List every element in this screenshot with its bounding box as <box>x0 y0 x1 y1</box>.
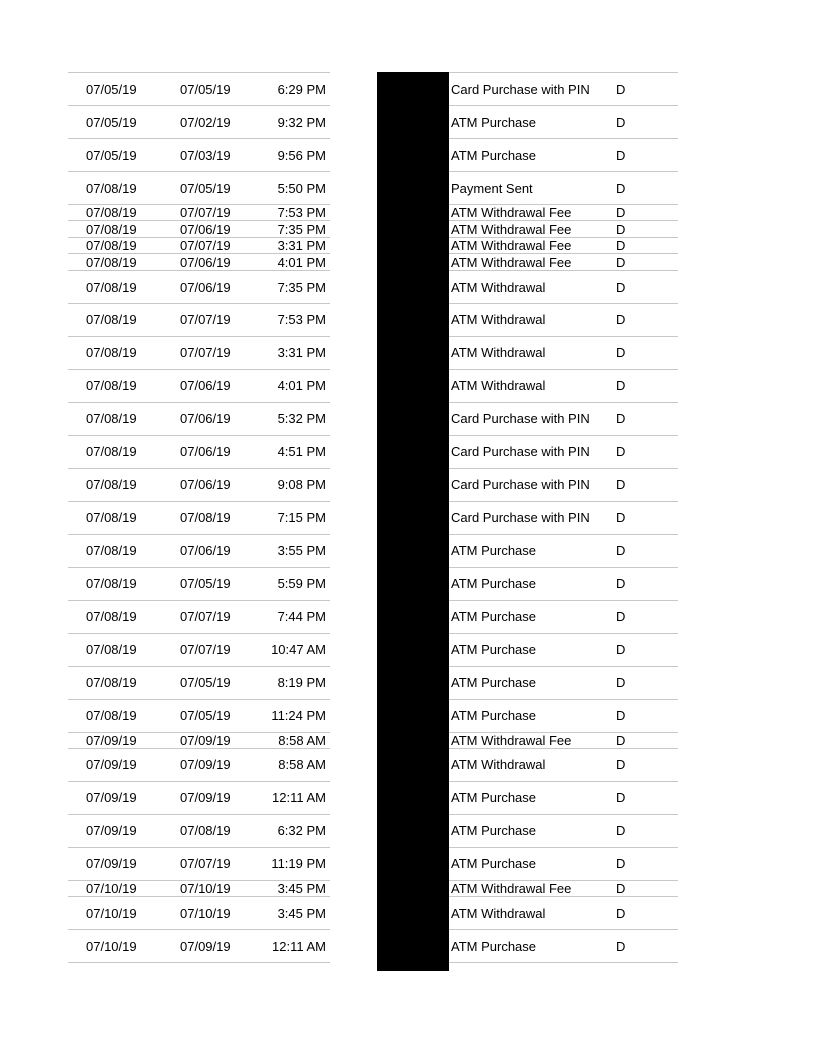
posted-date-cell: 07/08/19 <box>86 477 137 492</box>
description-cell: ATM Purchase <box>451 856 537 871</box>
row-divider <box>449 369 678 370</box>
posted-date-cell: 07/08/19 <box>86 280 137 295</box>
description-cell: ATM Purchase <box>451 790 537 805</box>
posted-date-cell: 07/05/19 <box>86 82 137 97</box>
row-divider <box>68 72 330 73</box>
description-cell: ATM Purchase <box>451 576 537 591</box>
posted-date-cell: 07/08/19 <box>86 609 137 624</box>
row-divider <box>449 929 678 930</box>
description-cell: ATM Purchase <box>451 115 537 130</box>
debit-credit-cell: D <box>616 510 626 525</box>
description-cell: ATM Purchase <box>451 823 537 838</box>
posted-date-cell: 07/08/19 <box>86 675 137 690</box>
row-divider <box>449 402 678 403</box>
row-divider <box>68 666 330 667</box>
row-divider <box>449 303 678 304</box>
debit-credit-cell: D <box>616 345 626 360</box>
posted-date-cell: 07/05/19 <box>86 115 137 130</box>
posted-date-cell: 07/10/19 <box>86 906 137 921</box>
transaction-date-cell: 07/10/19 <box>180 906 231 921</box>
posted-date-cell: 07/10/19 <box>86 881 137 896</box>
time-cell: 7:53 PM <box>277 205 326 220</box>
description-cell: ATM Withdrawal <box>451 378 546 393</box>
row-divider <box>449 501 678 502</box>
transaction-date-cell: 07/05/19 <box>180 675 231 690</box>
debit-credit-cell: D <box>616 790 626 805</box>
transaction-date-cell: 07/07/19 <box>180 312 231 327</box>
posted-date-cell: 07/08/19 <box>86 312 137 327</box>
description-cell: Card Purchase with PIN <box>451 477 590 492</box>
description-cell: ATM Withdrawal <box>451 312 546 327</box>
transaction-date-cell: 07/05/19 <box>180 82 231 97</box>
time-cell: 3:31 PM <box>277 345 326 360</box>
description-cell: ATM Purchase <box>451 642 537 657</box>
time-cell: 9:32 PM <box>277 115 326 130</box>
posted-date-cell: 07/08/19 <box>86 642 137 657</box>
description-cell: ATM Withdrawal Fee <box>451 881 572 896</box>
time-cell: 8:58 AM <box>278 733 326 748</box>
posted-date-cell: 07/08/19 <box>86 576 137 591</box>
row-divider <box>68 534 330 535</box>
row-divider <box>449 171 678 172</box>
description-cell: ATM Withdrawal Fee <box>451 205 572 220</box>
row-divider <box>449 814 678 815</box>
time-cell: 3:45 PM <box>277 906 326 921</box>
description-cell: Card Purchase with PIN <box>451 444 590 459</box>
transaction-date-cell: 07/09/19 <box>180 790 231 805</box>
time-cell: 11:24 PM <box>271 708 326 723</box>
time-cell: 9:56 PM <box>277 148 326 163</box>
description-cell: ATM Withdrawal <box>451 906 546 921</box>
debit-credit-cell: D <box>616 312 626 327</box>
transaction-date-cell: 07/03/19 <box>180 148 231 163</box>
description-cell: Payment Sent <box>451 181 533 196</box>
posted-date-cell: 07/08/19 <box>86 510 137 525</box>
row-divider <box>68 781 330 782</box>
row-divider <box>68 633 330 634</box>
row-divider <box>68 369 330 370</box>
time-cell: 3:31 PM <box>277 238 326 253</box>
transaction-date-cell: 07/06/19 <box>180 444 231 459</box>
transaction-date-cell: 07/07/19 <box>180 856 231 871</box>
posted-date-cell: 07/08/19 <box>86 205 137 220</box>
posted-date-cell: 07/09/19 <box>86 823 137 838</box>
time-cell: 7:35 PM <box>277 222 326 237</box>
time-cell: 10:47 AM <box>271 642 326 657</box>
row-divider <box>68 501 330 502</box>
description-cell: ATM Purchase <box>451 939 537 954</box>
transaction-date-cell: 07/07/19 <box>180 205 231 220</box>
time-cell: 7:35 PM <box>277 280 326 295</box>
time-cell: 12:11 AM <box>272 939 326 954</box>
posted-date-cell: 07/08/19 <box>86 255 137 270</box>
time-cell: 8:58 AM <box>278 757 326 772</box>
debit-credit-cell: D <box>616 238 626 253</box>
row-divider <box>68 847 330 848</box>
transaction-date-cell: 07/09/19 <box>180 733 231 748</box>
time-cell: 6:32 PM <box>277 823 326 838</box>
row-divider <box>449 435 678 436</box>
posted-date-cell: 07/05/19 <box>86 148 137 163</box>
time-cell: 6:29 PM <box>277 82 326 97</box>
row-divider <box>68 105 330 106</box>
row-divider <box>68 336 330 337</box>
posted-date-cell: 07/09/19 <box>86 757 137 772</box>
row-divider <box>449 962 678 963</box>
description-cell: Card Purchase with PIN <box>451 510 590 525</box>
description-cell: ATM Purchase <box>451 543 537 558</box>
row-divider <box>449 534 678 535</box>
debit-credit-cell: D <box>616 708 626 723</box>
debit-credit-cell: D <box>616 411 626 426</box>
row-divider <box>449 699 678 700</box>
row-divider <box>68 600 330 601</box>
debit-credit-cell: D <box>616 82 626 97</box>
description-cell: ATM Purchase <box>451 675 537 690</box>
time-cell: 11:19 PM <box>271 856 326 871</box>
posted-date-cell: 07/08/19 <box>86 181 137 196</box>
posted-date-cell: 07/08/19 <box>86 411 137 426</box>
description-cell: ATM Purchase <box>451 148 537 163</box>
description-cell: ATM Withdrawal <box>451 280 546 295</box>
time-cell: 7:53 PM <box>277 312 326 327</box>
row-divider <box>449 600 678 601</box>
posted-date-cell: 07/08/19 <box>86 543 137 558</box>
row-divider <box>449 336 678 337</box>
description-cell: ATM Withdrawal <box>451 757 546 772</box>
row-divider <box>449 138 678 139</box>
transaction-date-cell: 07/10/19 <box>180 881 231 896</box>
description-cell: ATM Purchase <box>451 609 537 624</box>
row-divider <box>68 303 330 304</box>
posted-date-cell: 07/09/19 <box>86 856 137 871</box>
debit-credit-cell: D <box>616 881 626 896</box>
description-cell: ATM Withdrawal Fee <box>451 238 572 253</box>
debit-credit-cell: D <box>616 477 626 492</box>
time-cell: 7:44 PM <box>277 609 326 624</box>
time-cell: 5:59 PM <box>277 576 326 591</box>
row-divider <box>68 814 330 815</box>
transaction-date-cell: 07/06/19 <box>180 280 231 295</box>
row-divider <box>68 402 330 403</box>
posted-date-cell: 07/09/19 <box>86 790 137 805</box>
transaction-date-cell: 07/06/19 <box>180 255 231 270</box>
debit-credit-cell: D <box>616 543 626 558</box>
time-cell: 9:08 PM <box>277 477 326 492</box>
debit-credit-cell: D <box>616 205 626 220</box>
row-divider <box>68 435 330 436</box>
debit-credit-cell: D <box>616 181 626 196</box>
row-divider <box>68 962 330 963</box>
row-divider <box>68 567 330 568</box>
debit-credit-cell: D <box>616 222 626 237</box>
transaction-date-cell: 07/06/19 <box>180 543 231 558</box>
row-divider <box>449 847 678 848</box>
time-cell: 4:01 PM <box>277 378 326 393</box>
debit-credit-cell: D <box>616 255 626 270</box>
debit-credit-cell: D <box>616 280 626 295</box>
transaction-date-cell: 07/05/19 <box>180 708 231 723</box>
posted-date-cell: 07/08/19 <box>86 378 137 393</box>
transaction-date-cell: 07/06/19 <box>180 411 231 426</box>
transaction-date-cell: 07/06/19 <box>180 378 231 393</box>
transaction-date-cell: 07/08/19 <box>180 823 231 838</box>
time-cell: 3:45 PM <box>277 881 326 896</box>
row-divider <box>449 468 678 469</box>
transaction-date-cell: 07/05/19 <box>180 181 231 196</box>
row-divider <box>68 171 330 172</box>
time-cell: 4:51 PM <box>277 444 326 459</box>
debit-credit-cell: D <box>616 148 626 163</box>
row-divider <box>68 929 330 930</box>
time-cell: 12:11 AM <box>272 790 326 805</box>
row-divider <box>449 666 678 667</box>
debit-credit-cell: D <box>616 823 626 838</box>
debit-credit-cell: D <box>616 609 626 624</box>
transaction-date-cell: 07/07/19 <box>180 642 231 657</box>
transaction-date-cell: 07/07/19 <box>180 238 231 253</box>
row-divider <box>449 633 678 634</box>
posted-date-cell: 07/08/19 <box>86 222 137 237</box>
posted-date-cell: 07/08/19 <box>86 238 137 253</box>
description-cell: ATM Withdrawal <box>451 345 546 360</box>
description-cell: Card Purchase with PIN <box>451 82 590 97</box>
posted-date-cell: 07/10/19 <box>86 939 137 954</box>
time-cell: 7:15 PM <box>277 510 326 525</box>
debit-credit-cell: D <box>616 733 626 748</box>
posted-date-cell: 07/09/19 <box>86 733 137 748</box>
time-cell: 5:50 PM <box>277 181 326 196</box>
time-cell: 5:32 PM <box>277 411 326 426</box>
debit-credit-cell: D <box>616 906 626 921</box>
row-divider <box>68 699 330 700</box>
transaction-date-cell: 07/07/19 <box>180 609 231 624</box>
description-cell: ATM Withdrawal Fee <box>451 222 572 237</box>
description-cell: ATM Purchase <box>451 708 537 723</box>
transaction-date-cell: 07/02/19 <box>180 115 231 130</box>
row-divider <box>449 567 678 568</box>
posted-date-cell: 07/08/19 <box>86 345 137 360</box>
row-divider <box>449 781 678 782</box>
debit-credit-cell: D <box>616 576 626 591</box>
transaction-date-cell: 07/05/19 <box>180 576 231 591</box>
debit-credit-cell: D <box>616 757 626 772</box>
row-divider <box>68 468 330 469</box>
debit-credit-cell: D <box>616 115 626 130</box>
posted-date-cell: 07/08/19 <box>86 444 137 459</box>
row-divider <box>449 105 678 106</box>
time-cell: 4:01 PM <box>277 255 326 270</box>
description-cell: ATM Withdrawal Fee <box>451 733 572 748</box>
posted-date-cell: 07/08/19 <box>86 708 137 723</box>
row-divider <box>68 138 330 139</box>
description-cell: ATM Withdrawal Fee <box>451 255 572 270</box>
redaction-bar <box>377 72 449 971</box>
transaction-date-cell: 07/09/19 <box>180 757 231 772</box>
description-cell: Card Purchase with PIN <box>451 411 590 426</box>
time-cell: 3:55 PM <box>277 543 326 558</box>
debit-credit-cell: D <box>616 939 626 954</box>
transaction-date-cell: 07/06/19 <box>180 477 231 492</box>
transaction-date-cell: 07/06/19 <box>180 222 231 237</box>
transaction-date-cell: 07/09/19 <box>180 939 231 954</box>
debit-credit-cell: D <box>616 856 626 871</box>
debit-credit-cell: D <box>616 642 626 657</box>
transaction-date-cell: 07/08/19 <box>180 510 231 525</box>
debit-credit-cell: D <box>616 675 626 690</box>
time-cell: 8:19 PM <box>277 675 326 690</box>
debit-credit-cell: D <box>616 444 626 459</box>
row-divider <box>449 72 678 73</box>
transaction-date-cell: 07/07/19 <box>180 345 231 360</box>
debit-credit-cell: D <box>616 378 626 393</box>
